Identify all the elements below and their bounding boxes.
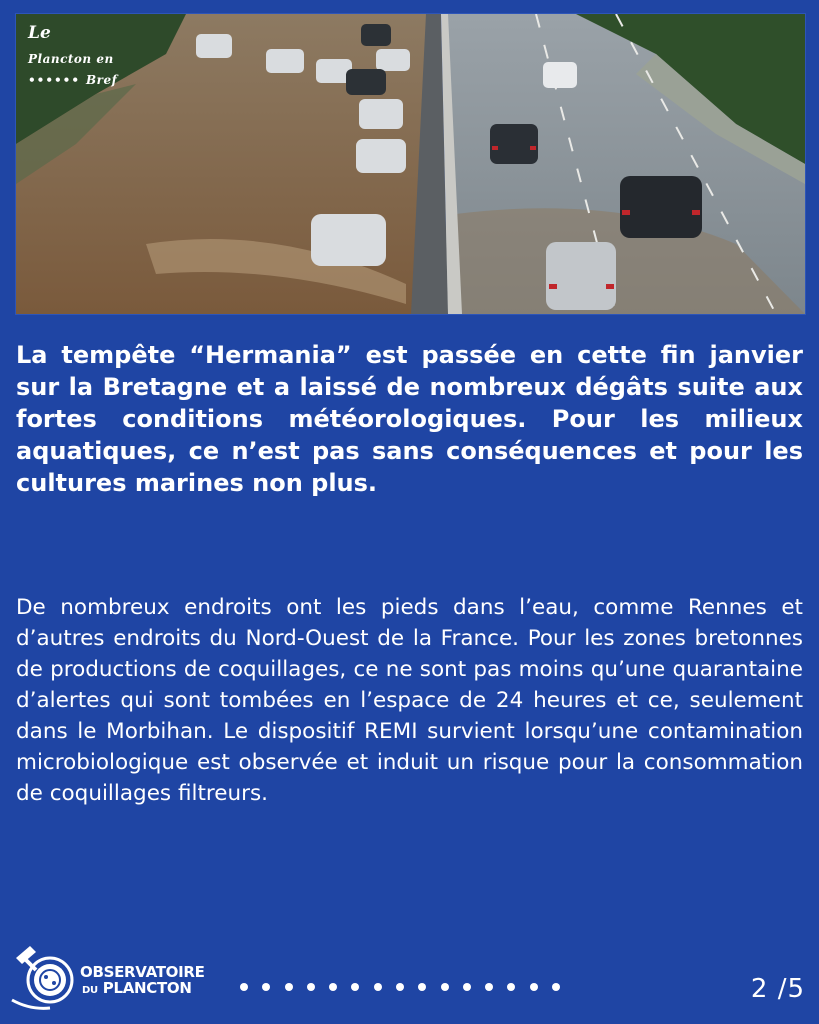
org-line-1: OBSERVATOIRE [80, 963, 205, 981]
lead-paragraph: La tempête “Hermania” est passée en cette fin janvier sur la Bretagne et a laissé de nombreux dégâts suite aux fortes conditions météorologiques. Pour les milieux aquatiques, ce n’est pas sans conséquences et pour les cultures marines non plus. [16, 341, 803, 497]
org-line-2 [82, 980, 205, 999]
pagination-dot [307, 983, 315, 991]
pagination-dot [441, 983, 449, 991]
brand-line-2: Plancton en [28, 51, 114, 66]
pagination-dot [418, 983, 426, 991]
org-du: DU [82, 985, 98, 996]
flooded-highway-photo [15, 13, 806, 315]
pagination-dot [374, 983, 382, 991]
pagination-dot [530, 983, 538, 991]
brand-bref: Bref [86, 72, 118, 87]
pagination-dot [329, 983, 337, 991]
org-plancton: PLANCTON [102, 979, 192, 997]
microscope-plankton-icon [10, 940, 76, 1012]
pagination-dot [463, 983, 471, 991]
pagination-dot [552, 983, 560, 991]
observatoire-du-plancton-wordmark [80, 964, 205, 999]
body-paragraph: De nombreux endroits ont les pieds dans l’eau, comme Rennes et d’autres endroits du Nord-Ouest de la France. Pour les zones bretonnes de productions de coquillages, ce ne sont pas moins qu’une quarantaine d’alertes qui sont tombées en l’espace de 24 heures et ce, seulement dans le Morbihan. Le dispositif REMI survient lorsqu’une contamination microbiologique est observée et induit un risque pour la consommation de coquillages filtreurs. [16, 595, 803, 806]
brand-line-3 [28, 74, 117, 87]
pagination-dot [240, 983, 248, 991]
pagination-dot [485, 983, 493, 991]
flood-scene-illustration [16, 14, 805, 314]
plancton-en-bref-logo [28, 24, 117, 87]
page-indicator: 2 /5 [750, 974, 805, 1004]
pagination-dots [240, 979, 560, 995]
pagination-dot [262, 983, 270, 991]
pagination-dot [351, 983, 359, 991]
pagination-dot [285, 983, 293, 991]
brand-line-1: Le [28, 23, 51, 43]
pagination-dot [396, 983, 404, 991]
pagination-dot [507, 983, 515, 991]
brand-dots: •••••• [28, 72, 81, 87]
